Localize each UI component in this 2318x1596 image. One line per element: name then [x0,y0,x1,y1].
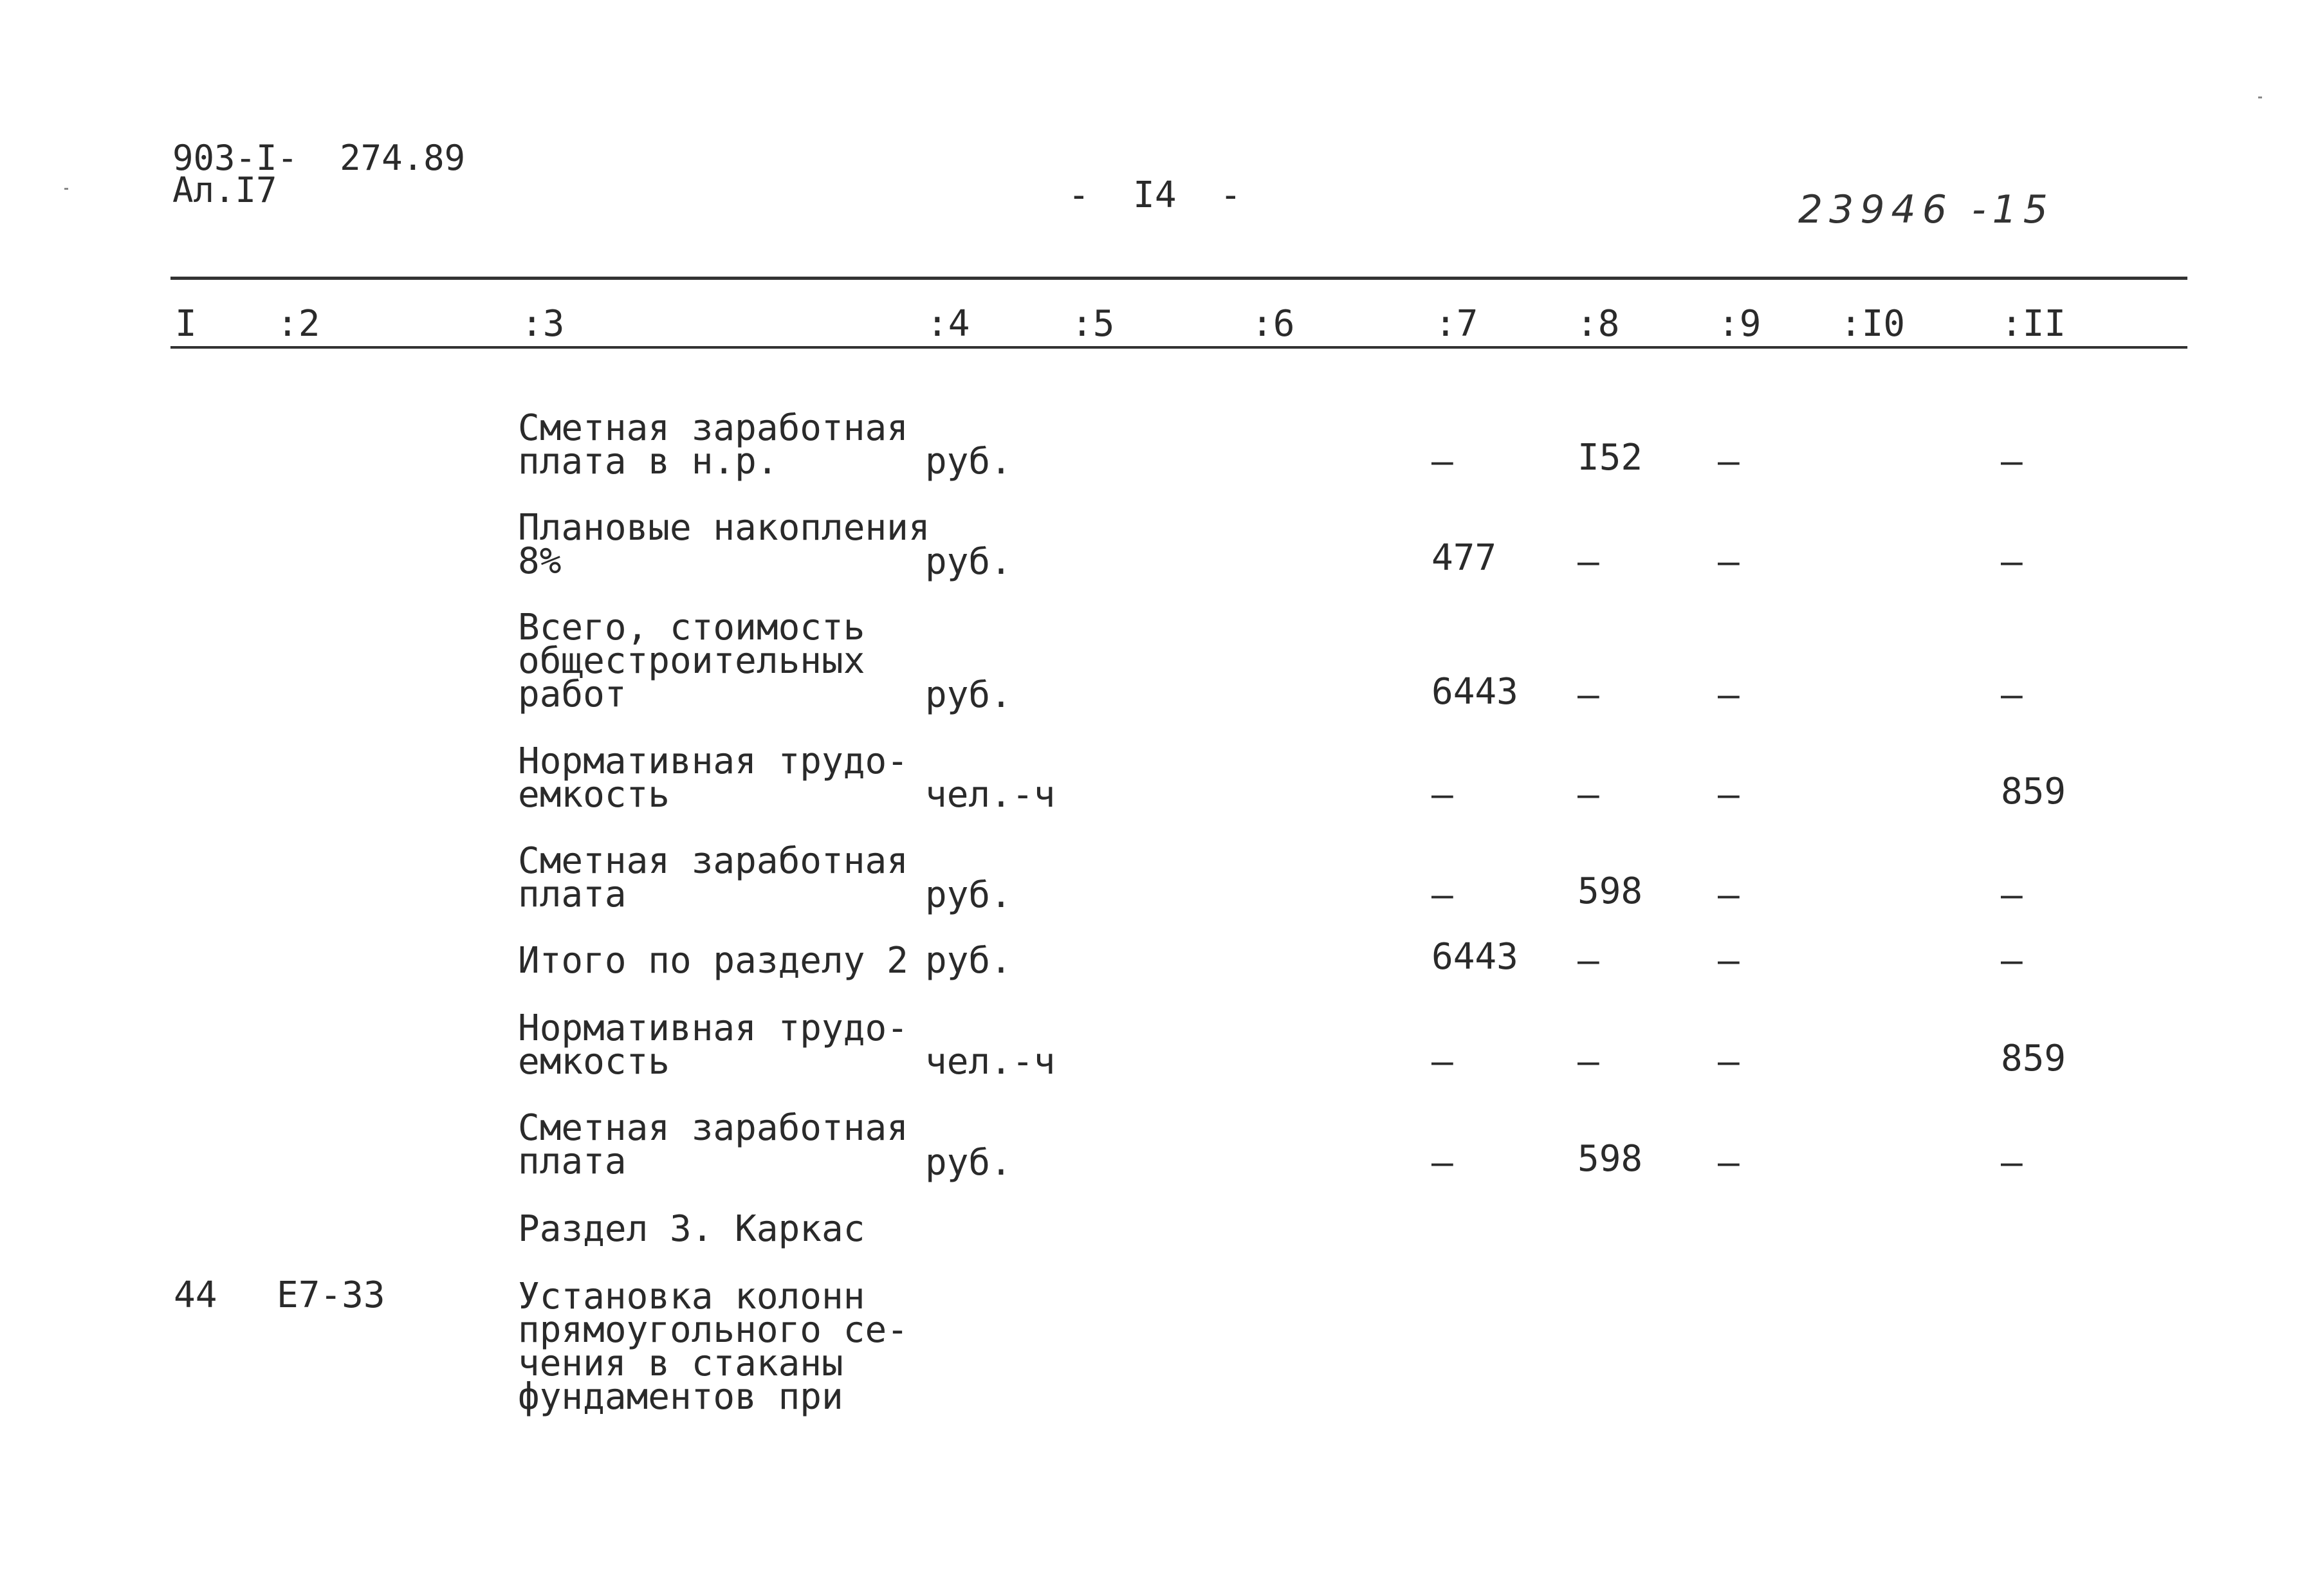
row-description: Нормативная трудо- емкость [518,740,908,816]
scan-speck [64,188,68,190]
row-description: Итого по разделу 2 [518,940,908,982]
row-col8: – [1578,774,1599,816]
row-unit: руб. [925,541,1012,583]
row-col8: 598 [1578,1138,1643,1180]
handwritten-number: 23946 -15 [1798,187,2054,232]
row-col11: – [2001,674,2023,716]
row-col9: – [1718,874,1740,916]
column-header-2: :2 [277,303,320,345]
column-header-5: :5 [1071,303,1115,345]
row-unit: руб. [925,674,1012,716]
row-col7: – [1431,774,1453,816]
column-header-9: :9 [1718,303,1761,345]
row-col11: – [2001,541,2023,583]
row-col9: – [1718,541,1740,583]
row-col11: – [2001,940,2023,982]
row-col8: 598 [1578,870,1643,912]
row-col8: I52 [1578,437,1643,479]
column-header-7: :7 [1435,303,1478,345]
scan-speck [2258,96,2262,98]
row-col7: 6443 [1431,936,1518,978]
row-col8: – [1578,940,1599,982]
row-col7: – [1431,441,1453,482]
page-number: - I4 - [1068,174,1242,216]
row-description: Всего, стоимость общестроительных работ [518,607,865,715]
column-header-3: :3 [521,303,565,345]
row-col9: – [1718,940,1740,982]
row-description: Сметная заработная плата [518,840,908,915]
row-description: Нормативная трудо- емкость [518,1007,908,1083]
row-col9: – [1718,441,1740,482]
row-unit: руб. [925,441,1012,482]
row-col9: – [1718,774,1740,816]
row-unit: чел.-ч [925,1041,1056,1083]
row-col11: 859 [2001,1038,2066,1079]
row-col9: – [1718,1142,1740,1184]
row-unit: руб. [925,1142,1012,1184]
row-col9: – [1718,674,1740,716]
row-col11: 859 [2001,771,2066,812]
item-description: Установка колонн прямоугольного се- чения в стаканы фундаментов при [518,1276,908,1418]
sheet-label: Ал.I7 [172,170,277,210]
row-unit: руб. [925,874,1012,916]
column-header-6: :6 [1251,303,1295,345]
table-header-rule [170,346,2187,349]
row-col7: – [1431,874,1453,916]
row-col11: – [2001,1142,2023,1184]
column-header-11: :II [2001,303,2066,345]
row-col7: 6443 [1431,671,1518,713]
table-top-rule [170,277,2187,280]
section-title: Раздел 3. Каркас [518,1208,865,1250]
row-col8: – [1578,674,1599,716]
row-description: Сметная заработная плата [518,1107,908,1182]
row-description: Плановые накопления 8% [518,507,930,582]
item-number: 44 [174,1274,217,1316]
column-header-8: :8 [1576,303,1620,345]
row-unit: чел.-ч [925,774,1056,816]
item-code: Е7-33 [277,1274,385,1316]
column-header-1: I [175,303,197,345]
row-col7: – [1431,1142,1453,1184]
column-header-4: :4 [926,303,970,345]
row-unit: руб. [925,940,1012,982]
row-col11: – [2001,441,2023,482]
row-col7: – [1431,1041,1453,1083]
document-code: 903-I- 274.89 [172,138,466,178]
row-col11: – [2001,874,2023,916]
row-col7: 477 [1431,537,1497,579]
row-description: Сметная заработная плата в н.р. [518,407,908,482]
row-col9: – [1718,1041,1740,1083]
row-col8: – [1578,1041,1599,1083]
column-header-10: :I0 [1840,303,1906,345]
row-col8: – [1578,541,1599,583]
